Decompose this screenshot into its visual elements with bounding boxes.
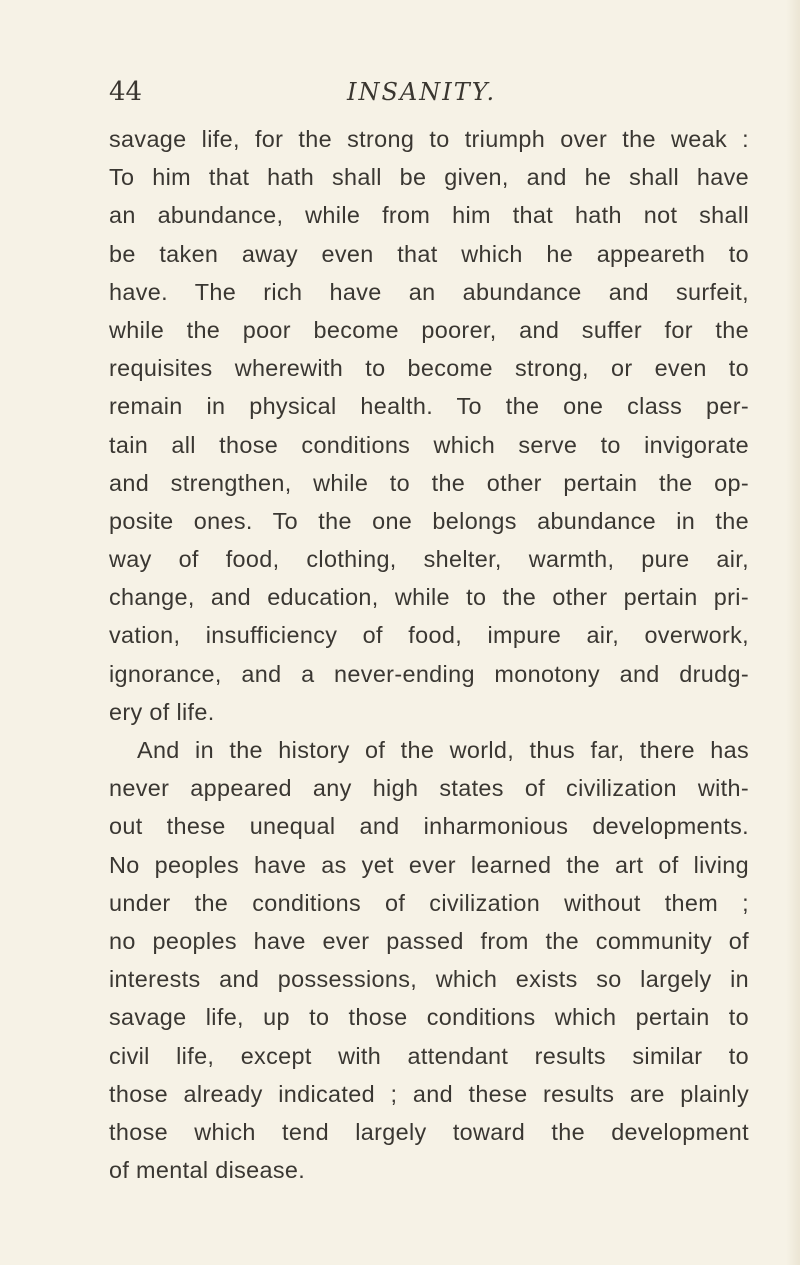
running-title: INSANITY.	[347, 78, 497, 106]
text-line: posite ones. To the one belongs abundance in the	[109, 507, 749, 534]
text-line: those already indicated ; and these results are plainly	[109, 1080, 749, 1107]
text-line: civil life, except with attendant results similar to	[109, 1042, 749, 1069]
text-line: and strengthen, while to the other pertain the op-	[109, 469, 749, 496]
text-line: have. The rich have an abundance and surfeit,	[109, 278, 749, 305]
text-line: savage life, for the strong to triumph over the weak :	[109, 126, 749, 152]
text-line: remain in physical health. To the one class per-	[109, 393, 749, 420]
paragraph	[109, 120, 749, 731]
text-line: requisites wherewith to become strong, or even to	[109, 355, 749, 382]
text-line: To him that hath shall be given, and he shall have	[109, 164, 749, 191]
page-number: 44	[109, 77, 143, 107]
text-line: ery of life.	[109, 698, 215, 725]
text-line: those which tend largely toward the development	[109, 1118, 749, 1145]
text-line: out these unequal and inharmonious developments.	[109, 813, 749, 840]
running-header	[109, 74, 719, 110]
body-text	[109, 120, 749, 1189]
text-line: be taken away even that which he appeareth to	[109, 240, 749, 267]
text-line: No peoples have as yet ever learned the art of living	[109, 851, 749, 878]
text-line: while the poor become poorer, and suffer for the	[109, 316, 749, 343]
text-line: tain all those conditions which serve to invigorate	[109, 431, 749, 458]
text-line: never appeared any high states of civilization with-	[109, 775, 749, 802]
text-line: way of food, clothing, shelter, warmth, pure air,	[109, 546, 749, 573]
text-line: change, and education, while to the other pertain pri-	[109, 584, 749, 611]
text-line: under the conditions of civilization without them ;	[109, 889, 749, 916]
text-line: ignorance, and a never-ending monotony and drudg-	[109, 660, 749, 687]
paragraph	[109, 731, 749, 1189]
text-line: savage life, up to those conditions which pertain to	[109, 1004, 749, 1031]
text-line: And in the history of the world, thus far, there has	[137, 737, 749, 763]
page-edge-shadow	[786, 0, 800, 1265]
text-line: no peoples have ever passed from the community of	[109, 927, 749, 954]
text-line: of mental disease.	[109, 1157, 306, 1184]
text-line: vation, insufficiency of food, impure air, overwork,	[109, 622, 749, 649]
text-line: interests and possessions, which exists so largely in	[109, 966, 749, 993]
text-line: an abundance, while from him that hath not shall	[109, 202, 749, 229]
